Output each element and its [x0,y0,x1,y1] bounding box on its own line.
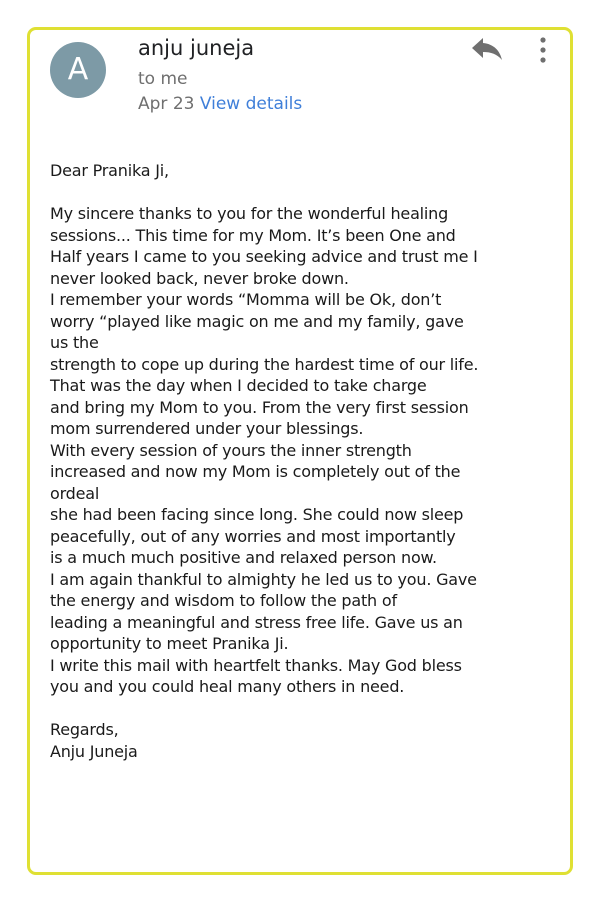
body-line: mom surrendered under your blessings. [50,419,364,438]
body-line: us the [50,333,99,352]
email-date: Apr 23 [138,94,195,114]
body-line: the energy and wisdom to follow the path of [50,591,397,610]
body-line: increased and now my Mom is completely out of the [50,462,461,481]
body-line: and bring my Mom to you. From the very first session [50,397,469,417]
body-line: strength to cope up during the hardest time of our life. [50,354,479,374]
body-line: you and you could heal many others in need. [50,677,405,696]
body-line: I remember your words “Momma will be Ok, don’t [50,290,442,309]
body-line: That was the day when I decided to take charge [50,376,427,395]
closing: Regards, [50,720,119,739]
reply-icon[interactable] [470,36,504,62]
body-line: I am again thankful to almighty he led us to you. Gave [50,569,477,589]
spacer [50,182,570,204]
avatar[interactable]: A [50,42,106,98]
date-row [138,94,302,114]
body-line: I write this mail with heartfelt thanks. May God bless [50,655,462,675]
sender-name[interactable]: anju juneja [138,36,255,60]
body-line: sessions... This time for my Mom. It’s been One and [50,225,456,245]
spacer [50,698,570,720]
email-body [50,160,570,762]
recipient-label: to me [138,69,188,89]
body-line: never looked back, never broke down. [50,268,349,288]
greeting: Dear Pranika Ji, [50,161,169,180]
email-card [27,27,573,875]
signature: Anju Juneja [50,741,138,761]
body-line: Half years I came to you seeking advice and trust me I [50,247,478,266]
body-line: ordeal [50,483,100,503]
body-line: leading a meaningful and stress free life. Gave us an [50,612,463,632]
body-line: worry “played like magic on me and my family, gave [50,311,464,331]
body-line: she had been facing since long. She could now sleep [50,505,464,524]
view-details-link[interactable]: View details [199,94,303,114]
body-line: is a much much positive and relaxed person now. [50,548,437,567]
body-line: peacefully, out of any worries and most importantly [50,526,456,546]
body-line: opportunity to meet Pranika Ji. [50,634,289,653]
body-line: My sincere thanks to you for the wonderful healing [50,204,449,223]
body-line: With every session of yours the inner strength [50,440,412,460]
more-vertical-icon[interactable] [537,36,549,66]
